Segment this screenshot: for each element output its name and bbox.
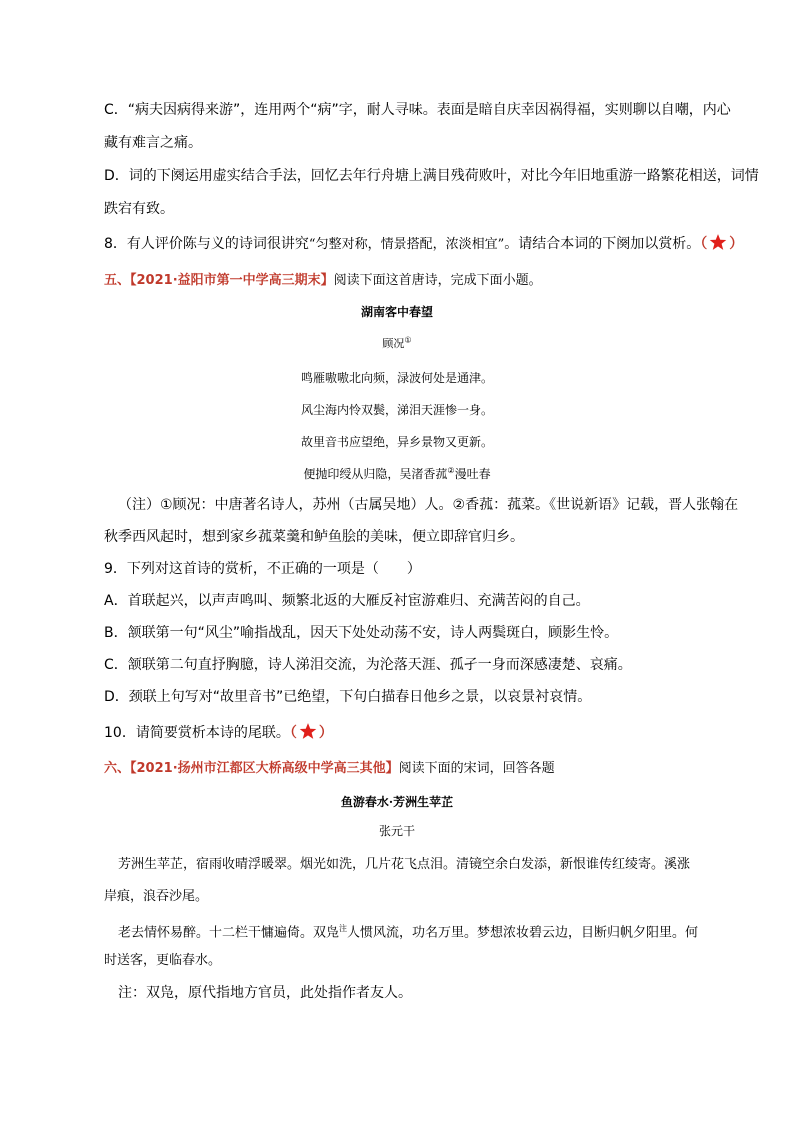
section6-number: 六、 bbox=[104, 761, 131, 776]
poem-note-line1: （注）①顾况：中唐著名诗人，苏州（古属吴地）人。②香菰：菰菜。《世说新语》记载，晋人张翰在 bbox=[118, 497, 739, 513]
section5-number: 五、 bbox=[104, 273, 131, 288]
q8-paren-close: ） bbox=[729, 236, 744, 252]
poem-line-4b: 漫吐春 bbox=[454, 467, 491, 481]
poem-author-name: 顾况 bbox=[382, 337, 405, 350]
section6-instruction: 阅读下面的宋词，回答各题 bbox=[398, 761, 555, 776]
section5-source: 【2021·益阳市第一中学高三期末】 bbox=[130, 273, 334, 288]
q10-paren-close: ） bbox=[318, 725, 333, 741]
ci-title: 鱼游春水·芳洲生苹芷 bbox=[340, 795, 454, 809]
q9-option-d: D．颈联上句写对“故里音书”已绝望，下句白描春日他乡之景，以哀景衬哀情。 bbox=[104, 689, 592, 705]
q9-option-b: B．颔联第一句“风尘”喻指战乱，因天下处处动荡不安，诗人两鬓斑白，顾影生怜。 bbox=[104, 625, 619, 641]
ci-para2-line2: 时送客，更临春水。 bbox=[104, 953, 222, 968]
poem-author bbox=[0, 335, 794, 351]
q8-prefix: 8．有人评价陈与义的诗词很讲究 bbox=[104, 236, 309, 252]
poem-line-4 bbox=[0, 465, 794, 482]
q8-question bbox=[104, 233, 743, 254]
q10-text: 10．请简要赏析本诗的尾联。 bbox=[104, 725, 290, 741]
q9-option-a: A．首联起兴，以声声鸣叫、频繁北返的大雁反衬宦游难归、充满苦闷的自己。 bbox=[104, 593, 590, 609]
q7-option-c-line2: 藏有难言之痛。 bbox=[104, 135, 202, 151]
ci-para2-line1b: 人惯风流，功名万里。梦想浓妆碧云边，目断归帆夕阳里。何 bbox=[347, 925, 699, 941]
section5-instruction: 阅读下面这首唐诗，完成下面小题。 bbox=[333, 273, 542, 288]
q9-stem: 9．下列对这首诗的赏析，不正确的一项是（ ） bbox=[104, 561, 421, 577]
q8-paren-open: （ bbox=[700, 236, 708, 252]
q7-option-d-line1: D．词的下阕运用虚实结合手法，回忆去年行舟塘上满目残荷败叶，对比今年旧地重游一路繁花相送，词情 bbox=[104, 168, 759, 184]
q7-option-d-line2: 跌宕有致。 bbox=[104, 201, 174, 217]
q7-option-c-line1: C．“病夫因病得来游”，连用两个“病”字，耐人寻味。表面是暗自庆幸因祸得福，实则聊以自嘲，内心 bbox=[104, 102, 731, 118]
q10-paren-open: （ bbox=[289, 725, 297, 741]
ci-author: 张元干 bbox=[378, 824, 415, 838]
ci-para2-line1 bbox=[118, 920, 698, 942]
q10-question bbox=[104, 722, 333, 742]
poem-line-2: 风尘海内怜双鬓，涕泪天涯惨一身。 bbox=[300, 403, 493, 417]
q9-option-c: C．颔联第二句直抒胸臆，诗人涕泪交流，为沦落天涯、孤孑一身而深感凄楚、哀痛。 bbox=[104, 657, 632, 673]
ci-para1-line2: 岸痕，浪吞沙尾。 bbox=[104, 889, 209, 904]
star-icon bbox=[707, 233, 729, 251]
poem-line-4-mark: ② bbox=[447, 466, 455, 475]
poem-author-mark: ① bbox=[404, 335, 412, 345]
section5-header bbox=[104, 272, 542, 290]
poem-note-line2: 秋季西风起时，想到家乡菰菜羹和鲈鱼脍的美味，便立即辞官归乡。 bbox=[104, 529, 524, 545]
q8-quote: “匀整对称，情景搭配，浓淡相宜” bbox=[308, 237, 505, 252]
ci-para2-line1a: 老去情怀易醉。十二栏干慵遍倚。双凫 bbox=[118, 925, 340, 941]
poem-line-1: 鸣雁嗷嗷北向频，渌波何处是通津。 bbox=[300, 371, 493, 385]
poem-line-4a: 便抛印绶从归隐，吴渚香菰 bbox=[303, 467, 448, 481]
poem-line-3: 故里音书应望绝，异乡景物又更新。 bbox=[300, 435, 493, 449]
section6-header bbox=[104, 760, 555, 778]
poem-title: 湖南客中春望 bbox=[360, 305, 433, 319]
section6-source: 【2021·扬州市江都区大桥高级中学高三其他】 bbox=[130, 761, 399, 776]
star-icon bbox=[297, 722, 319, 740]
ci-para2-mark: 注 bbox=[339, 924, 348, 933]
ci-note: 注：双凫，原代指地方官员，此处指作者友人。 bbox=[118, 985, 412, 1001]
ci-para1-line1: 芳洲生苹芷，宿雨收晴浮暖翠。烟光如洗，几片花飞点泪。清镜空余白发添，新恨谁传红绫寄。溪涨 bbox=[118, 857, 691, 872]
q8-suffix: 。请结合本词的下阕加以赏析。 bbox=[504, 236, 701, 252]
